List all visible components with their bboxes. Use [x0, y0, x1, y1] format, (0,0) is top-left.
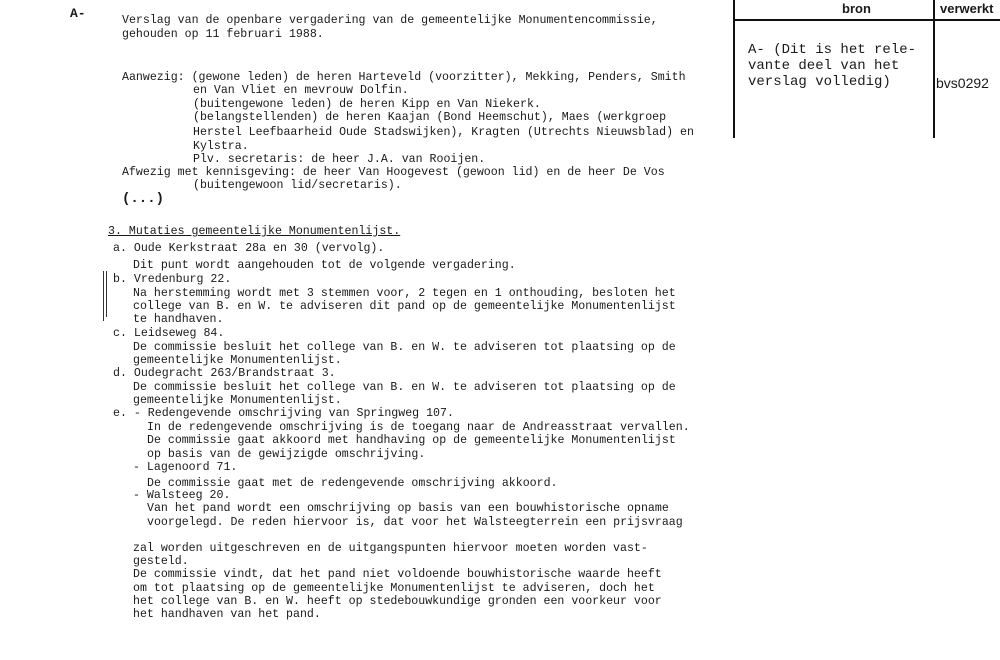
item-line: a. Oude Kerkstraat 28a en 30 (vervolg).	[113, 242, 385, 255]
attendance-line: Aanwezig: (gewone leden) de heren Harteveld (voorzitter), Mekking, Penders, Smith	[122, 71, 686, 84]
margin-bar	[106, 271, 107, 317]
attendance-line: (buitengewone leden) de heren Kipp en Van Niekerk.	[193, 98, 541, 111]
item-line: - Lagenoord 71.	[133, 461, 238, 474]
absent-line: Afwezig met kennisgeving: de heer Van Hoogevest (gewoon lid) en de heer De Vos	[122, 166, 665, 179]
ellipsis-mark: (...)	[122, 191, 165, 207]
absent-line: (buitengewoon lid/secretaris).	[193, 179, 402, 192]
margin-bar	[103, 271, 104, 321]
item-line: Na herstemming wordt met 3 stemmen voor, 2 tegen en 1 onthouding, besloten het	[133, 287, 676, 300]
source-table	[733, 0, 1000, 138]
header-verwerkt: verwerkt	[940, 1, 994, 16]
item-line: gesteld.	[133, 555, 189, 568]
item-line: De commissie gaat met de redengevende omschrijving akkoord.	[147, 477, 558, 490]
item-line: e. - Redengevende omschrijving van Springweg 107.	[113, 407, 454, 420]
source-cell-line: A- (Dit is het rele-	[748, 42, 917, 58]
attendance-line: (belangstellenden) de heren Kaajan (Bond Heemschut), Maes (werkgroep	[193, 111, 667, 124]
item-line: zal worden uitgeschreven en de uitgangspunten hiervoor moeten worden vast-	[133, 542, 648, 555]
item-line: Van het pand wordt een omschrijving op basis van een bouwhistorische opname	[147, 502, 669, 515]
report-title-line-2: gehouden op 11 februari 1988.	[122, 28, 324, 41]
item-line: De commissie besluit het college van B. en W. te adviseren tot plaatsing op de	[133, 381, 676, 394]
item-line: c. Leidseweg 84.	[113, 327, 225, 340]
item-line: De commissie vindt, dat het pand niet voldoende bouwhistorische waarde heeft	[133, 568, 662, 581]
item-line: te handhaven.	[133, 313, 224, 326]
item-line: - Walsteeg 20.	[133, 489, 231, 502]
item-line: In de redengevende omschrijving is de toegang naar de Andreasstraat vervallen.	[147, 421, 690, 434]
source-cell-line: verslag volledig)	[748, 74, 891, 90]
margin-mark: A-	[70, 6, 86, 21]
item-line: De commissie gaat akkoord met handhaving op de gemeentelijke Monumentenlijst	[147, 434, 676, 447]
section-title: 3. Mutaties gemeentelijke Monumentenlijst.	[108, 225, 401, 238]
item-line: om tot plaatsing op de gemeentelijke Monumentenlijst te adviseren, doch het	[133, 582, 655, 595]
attendance-line: Herstel Leefbaarheid Oude Stadswijken), Kragten (Utrechts Nieuwsblad) en	[193, 126, 694, 139]
item-line: college van B. en W. te adviseren dit pand op de gemeentelijke Monumentenlijst	[133, 300, 676, 313]
item-line: b. Vredenburg 22.	[113, 273, 232, 286]
header-bron: bron	[842, 1, 871, 16]
source-cell-line: vante deel van het	[748, 58, 900, 74]
item-line: Dit punt wordt aangehouden tot de volgende vergadering.	[133, 259, 516, 272]
item-line: d. Oudegracht 263/Brandstraat 3.	[113, 367, 336, 380]
item-line: gemeentelijke Monumentenlijst.	[133, 394, 342, 407]
attendance-line: en Van Vliet en mevrouw Dolfin.	[193, 84, 409, 97]
table-column-divider	[933, 0, 935, 138]
report-title-line-1: Verslag van de openbare vergadering van de gemeentelijke Monumentencommissie,	[122, 14, 658, 27]
processed-cell: bvs0292	[936, 75, 989, 91]
attendance-line: Kylstra.	[193, 140, 249, 153]
item-line: het handhaven van het pand.	[133, 608, 321, 621]
table-header-divider	[735, 19, 1000, 21]
item-line: voorgelegd. De reden hiervoor is, dat voor het Walsteegterrein een prijsvraag	[147, 516, 683, 529]
item-line: het college van B. en W. heeft op stedebouwkundige gronden een voorkeur voor	[133, 595, 662, 608]
attendance-line: Plv. secretaris: de heer J.A. van Rooijen.	[193, 153, 486, 166]
item-line: De commissie besluit het college van B. en W. te adviseren tot plaatsing op de	[133, 341, 676, 354]
item-line: op basis van de gewijzigde omschrijving.	[147, 448, 426, 461]
item-line: gemeentelijke Monumentenlijst.	[133, 354, 342, 367]
